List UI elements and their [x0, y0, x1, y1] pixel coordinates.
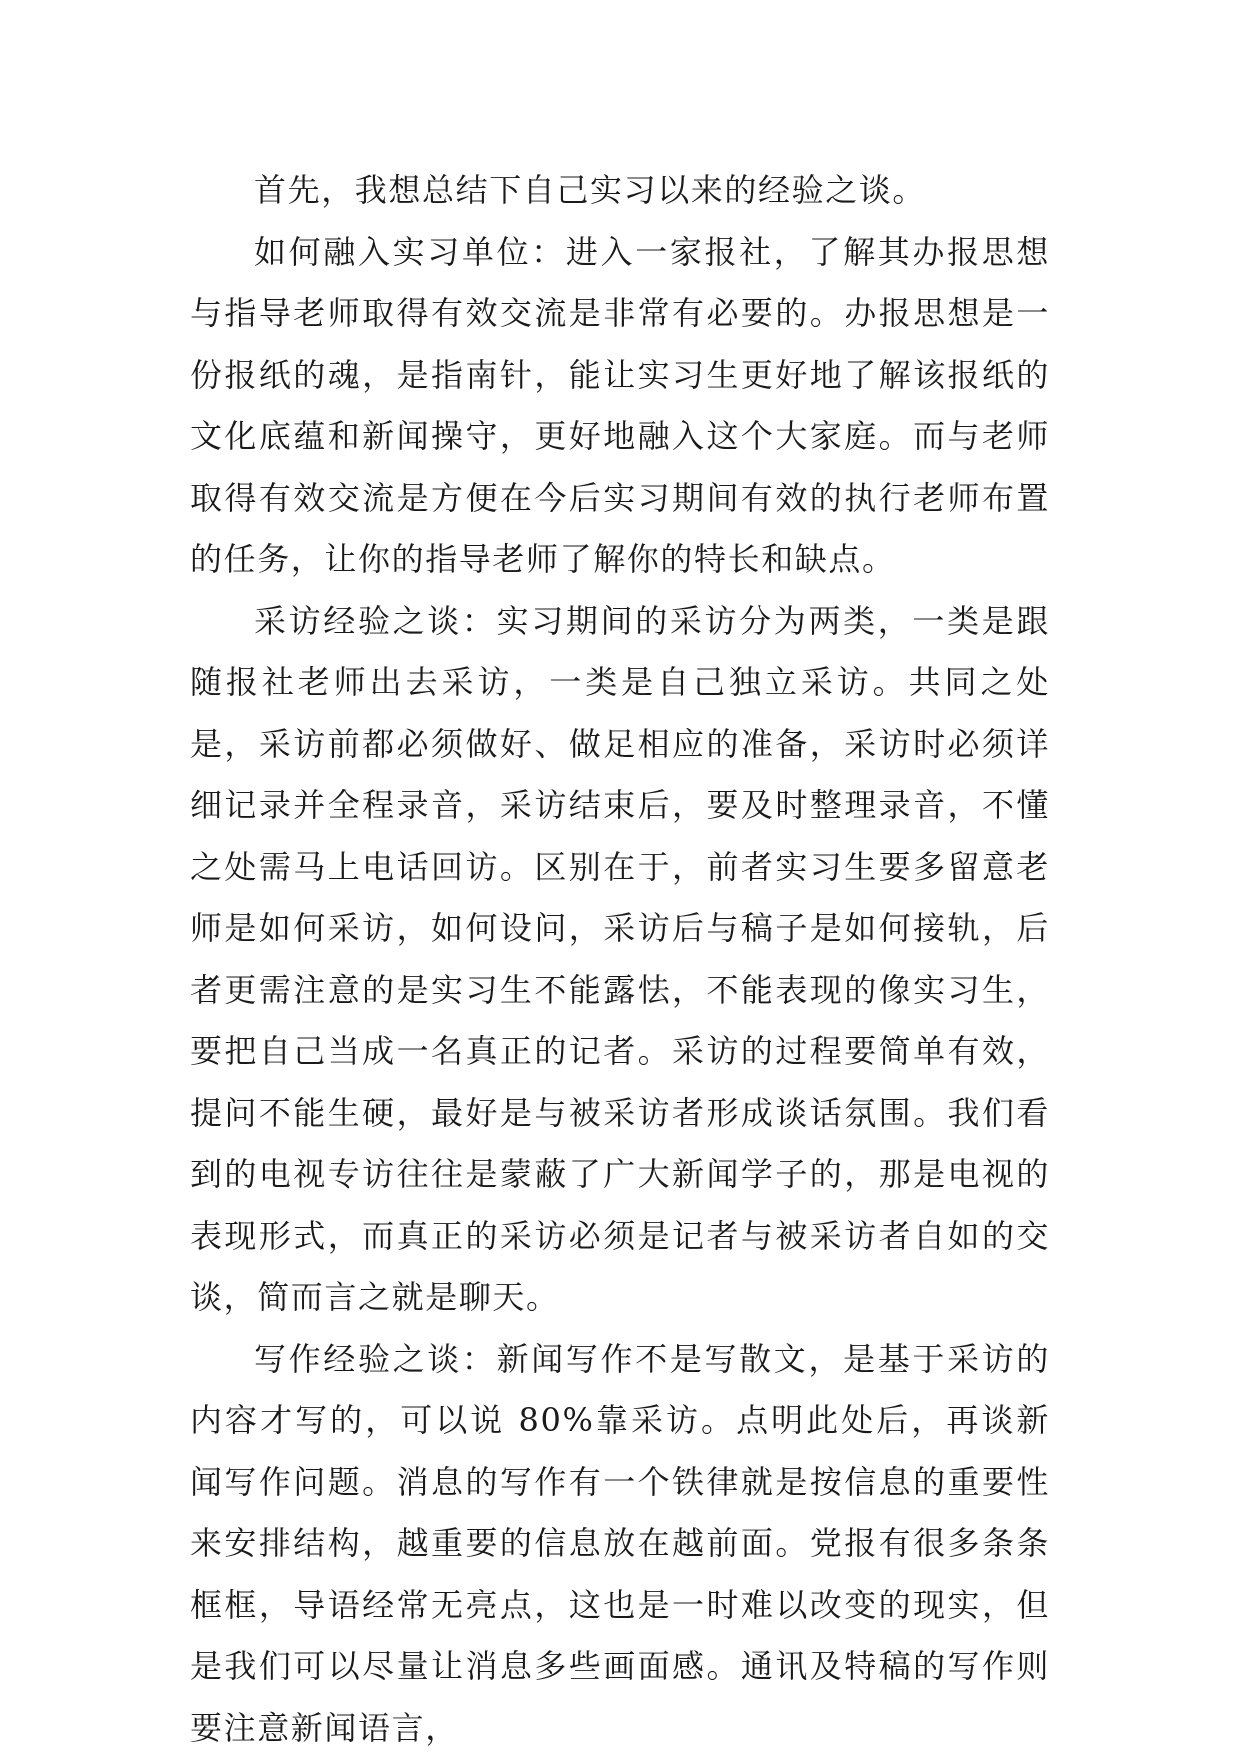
paragraph-interview-experience: 采访经验之谈：实习期间的采访分为两类，一类是跟随报社老师出去采访，一类是自己独立采访。共同之处是，采访前都必须做好、做足相应的准备，采访时必须详细记录并全程录音，采访结束后，要及时整理录音，不懂之处需马上电话回访。区别在于，前者实习生要多留意老师是如何采访，如何设问，采访后与稿子是如何接轨，后者更需注意的是实习生不能露怯，不能表现的像实习生，要把自己当成一名真正的记者。采访的过程要简单有效，提问不能生硬，最好是与被采访者形成谈话氛围。我们看到的电视专访往往是蒙蔽了广大新闻学子的，那是电视的表现形式，而真正的采访必须是记者与被采访者自如的交谈，简而言之就是聊天。 [190, 591, 1050, 1329]
document-body [190, 160, 1050, 1759]
paragraph-writing-experience: 写作经验之谈：新闻写作不是写散文，是基于采访的内容才写的，可以说 80%靠采访。点明此处后，再谈新闻写作问题。消息的写作有一个铁律就是按信息的重要性来安排结构，越重要的信息放在越前面。党报有很多条条框框，导语经常无亮点，这也是一时难以改变的现实，但是我们可以尽量让消息多些画面感。通讯及特稿的写作则要注意新闻语言， [190, 1329, 1050, 1759]
paragraph-summary-intro: 首先，我想总结下自己实习以来的经验之谈。 [190, 160, 1050, 222]
paragraph-integrating-internship: 如何融入实习单位：进入一家报社，了解其办报思想与指导老师取得有效交流是非常有必要的。办报思想是一份报纸的魂，是指南针，能让实习生更好地了解该报纸的文化底蕴和新闻操守，更好地融入这个大家庭。而与老师取得有效交流是方便在今后实习期间有效的执行老师布置的任务，让你的指导老师了解你的特长和缺点。 [190, 222, 1050, 591]
